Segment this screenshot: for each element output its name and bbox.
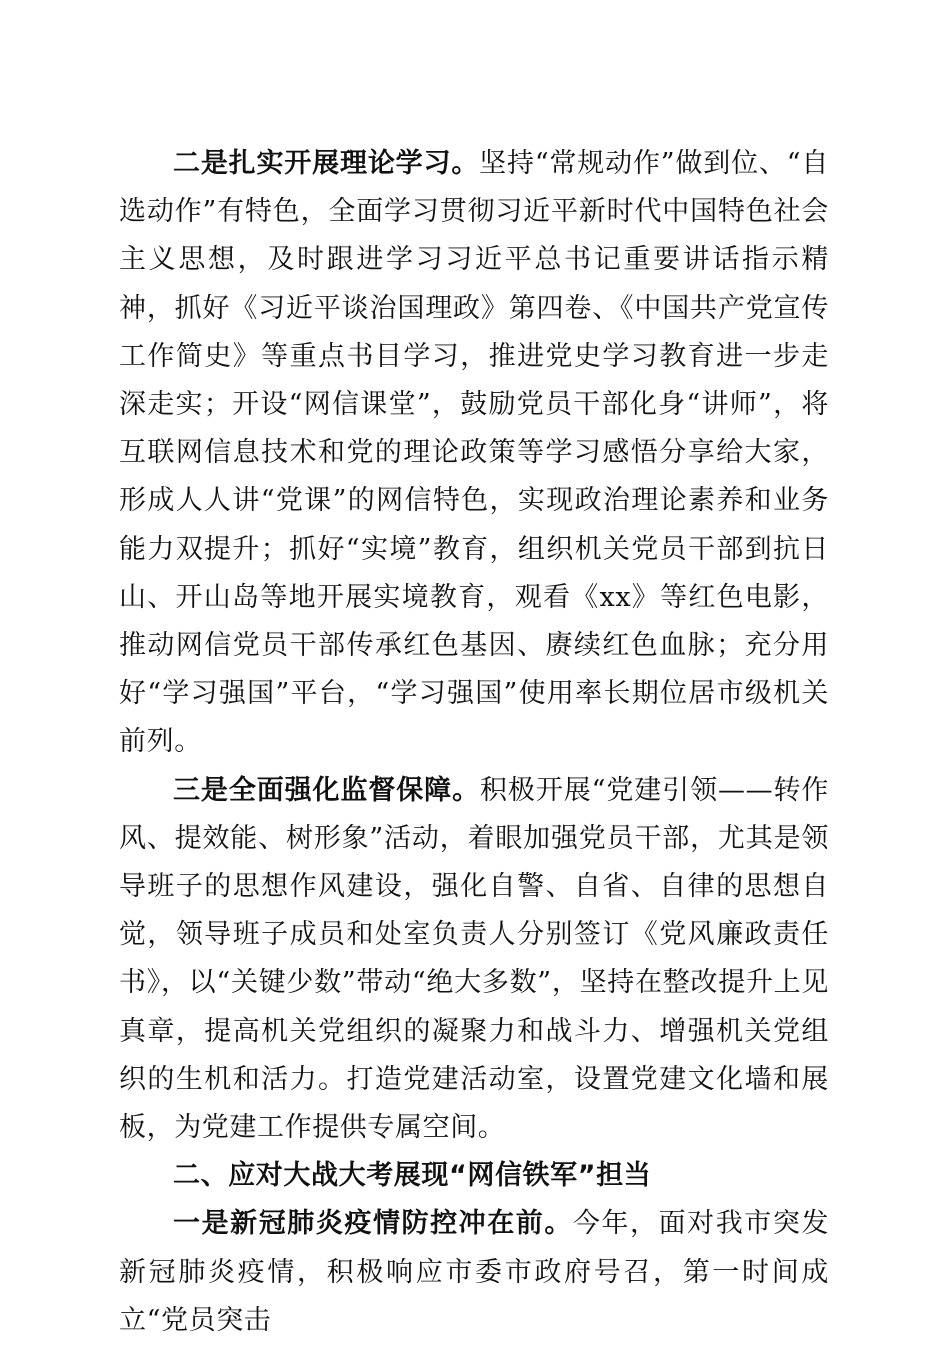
- paragraph-theory-study: [119, 140, 829, 767]
- paragraph-lead: 二是扎实开展理论学习。: [173, 148, 480, 179]
- paragraph-text: 坚持“常规动作”做到位、“自选动作”有特色，全面学习贯彻习近平新时代中国特色社会主义思想，及时跟进学习习近平总书记重要讲话指示精神，抓好《习近平谈治国理政》第四卷、《中国共产党宣传工作简史》等重点书目学习，推进党史学习教育进一步走深走实；开设“网信课堂”，鼓励党员干部化身“讲师”，将互联网信息技术和党的理论政策等学习感悟分享给大家，形成人人讲“党课”的网信特色，实现政治理论素养和业务能力双提升；抓好“实境”教育，组织机关党员干部到抗日山、开山岛等地开展实境教育，观看《xx》等红色电影，推动网信党员干部传承红色基因、赓续红色血脉；充分用好“学习强国”平台，“学习强国”使用率长期位居市级机关前列。: [119, 148, 829, 758]
- paragraph-lead: 一是新冠肺炎疫情防控冲在前。: [173, 1208, 573, 1240]
- document-body: [119, 140, 829, 1345]
- paragraph-epidemic-control: [119, 1200, 829, 1345]
- paragraph-text: 今年，面对我市突发新冠肺炎疫情，积极响应市委市政府号召，第一时间成立“党员突击: [119, 1208, 829, 1336]
- paragraph-text: 积极开展“党建引领——转作风、提效能、树形象”活动，着眼加强党员干部，尤其是领导班子的思想作风建设，强化自警、自省、自律的思想自觉，领导班子成员和处室负责人分别签订《党风廉政责任书》，以“关键少数”带动“绝大多数”，坚持在整改提升上见真章，提高机关党组织的凝聚力和战斗力、增强机关党组织的生机和活力。打造党建活动室，设置党建文化墙和展板，为党建工作提供专属空间。: [119, 774, 829, 1144]
- paragraph-lead: 三是全面强化监督保障。: [173, 774, 480, 806]
- paragraph-supervision: [119, 767, 829, 1153]
- section-heading: 二、应对大战大考展现“网信铁军”担当: [173, 1160, 652, 1192]
